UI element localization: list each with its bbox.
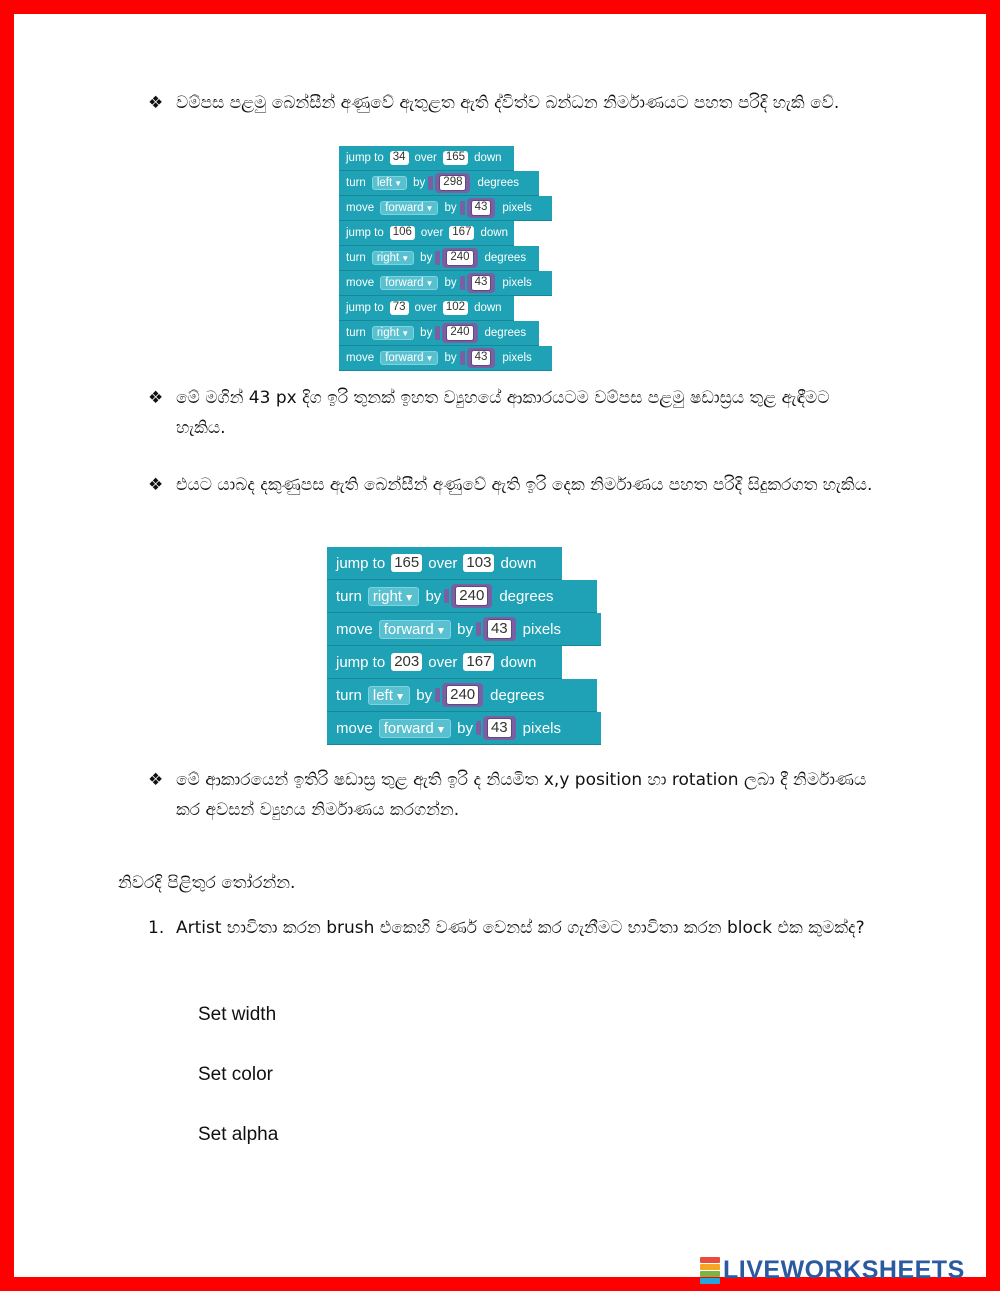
move-label: move bbox=[336, 719, 373, 737]
code-row-jump bbox=[339, 221, 514, 246]
chevron-down-icon: ▼ bbox=[394, 690, 406, 703]
x-value: 73 bbox=[390, 301, 409, 314]
direction-dropdown[interactable]: right ▼ bbox=[368, 587, 420, 606]
unit-label: degrees bbox=[490, 686, 545, 704]
bullet-diamond-icon: ❖ bbox=[148, 770, 164, 790]
direction-dropdown[interactable]: right ▼ bbox=[372, 251, 414, 265]
by-label: by bbox=[457, 719, 473, 737]
code-row-turn bbox=[327, 580, 597, 613]
socket-notch-icon bbox=[435, 688, 440, 702]
bullet-2-text: මේ මගින් 43 px දිග ඉරි තුනක් ඉහත ව්‍යුහයේ ආකාරයටම වම්පස පළමු ෂඩාස්‍රය තුළ ඇඳීමට හැකිය. bbox=[176, 388, 830, 438]
unit-label: degrees bbox=[484, 252, 527, 264]
bullet-4 bbox=[148, 765, 878, 825]
socket-notch-icon bbox=[476, 622, 481, 636]
socket-notch-icon bbox=[435, 326, 440, 340]
unit-label: degrees bbox=[499, 587, 554, 605]
amount-value: 43 bbox=[471, 350, 492, 365]
bullet-2 bbox=[148, 383, 878, 443]
value-slot bbox=[435, 173, 470, 192]
bullet-1-text: වම්පස පළමු බෙන්සීන් අණුවේ ඇතුළත ඇති ද්විත්ව බන්ධන නිර්මාණයට පහත පරිදි හැකි වේ. bbox=[176, 93, 840, 113]
bullet-1 bbox=[148, 88, 878, 118]
amount-value: 240 bbox=[446, 250, 473, 265]
direction-dropdown[interactable]: left ▼ bbox=[372, 176, 407, 190]
turn-label: turn bbox=[346, 327, 366, 339]
chevron-down-icon: ▼ bbox=[425, 279, 434, 288]
socket-notch-icon bbox=[460, 351, 465, 365]
value-slot bbox=[451, 584, 492, 607]
bullet-diamond-icon: ❖ bbox=[148, 388, 164, 408]
liveworksheets-logo bbox=[700, 1255, 965, 1285]
chevron-down-icon: ▼ bbox=[404, 591, 415, 604]
code-row-jump bbox=[339, 146, 514, 171]
code-row-jump bbox=[327, 646, 562, 679]
chevron-down-icon: ▼ bbox=[394, 179, 403, 188]
bullet-3-text: එයට යාබද දකුණුපස ඇති බෙන්සීන් අණුවේ ඇති ඉරි දෙක නිර්මාණය පහත පරිදි සිදුකරගත හැකිය. bbox=[176, 475, 873, 495]
over-label: over bbox=[414, 302, 437, 314]
over-label: over bbox=[420, 227, 444, 239]
value-slot bbox=[467, 348, 496, 367]
socket-notch-icon bbox=[428, 176, 433, 190]
code-block-1 bbox=[339, 146, 552, 371]
chevron-down-icon: ▼ bbox=[401, 254, 410, 263]
amount-value: 43 bbox=[471, 200, 492, 215]
over-label: over bbox=[428, 554, 458, 572]
code-row-turn bbox=[339, 246, 539, 271]
code-block-2 bbox=[327, 547, 601, 745]
socket-notch-icon bbox=[476, 721, 481, 735]
option-set-color[interactable]: Set color bbox=[198, 1064, 273, 1085]
by-label: by bbox=[444, 202, 457, 214]
x-value: 165 bbox=[391, 554, 422, 571]
turn-label: turn bbox=[346, 252, 366, 264]
logo-stripe bbox=[700, 1257, 720, 1263]
amount-value: 240 bbox=[446, 325, 473, 340]
code-row-turn bbox=[339, 321, 539, 346]
code-row-jump bbox=[339, 296, 514, 321]
turn-label: turn bbox=[336, 587, 362, 605]
direction-dropdown[interactable]: forward ▼ bbox=[379, 620, 451, 639]
by-label: by bbox=[416, 686, 433, 704]
amount-value: 240 bbox=[455, 586, 488, 605]
code-row-move bbox=[327, 712, 601, 745]
x-value: 203 bbox=[391, 653, 422, 670]
down-label: down bbox=[500, 653, 537, 671]
amount-value: 43 bbox=[487, 619, 512, 638]
over-label: over bbox=[414, 152, 437, 164]
unit-label: pixels bbox=[522, 719, 562, 737]
unit-label: degrees bbox=[477, 177, 520, 189]
code-row-turn bbox=[339, 171, 539, 196]
move-label: move bbox=[336, 620, 373, 638]
by-label: by bbox=[444, 352, 457, 364]
bullet-3 bbox=[148, 470, 878, 500]
down-label: down bbox=[480, 227, 508, 239]
unit-label: pixels bbox=[502, 277, 532, 289]
jump-to-label: jump to bbox=[346, 227, 384, 239]
unit-label: pixels bbox=[502, 352, 532, 364]
y-value: 103 bbox=[463, 554, 494, 571]
down-label: down bbox=[474, 152, 502, 164]
move-label: move bbox=[346, 277, 375, 289]
question-1 bbox=[148, 913, 888, 943]
over-label: over bbox=[428, 653, 458, 671]
turn-label: turn bbox=[346, 177, 366, 189]
x-value: 34 bbox=[390, 151, 409, 164]
value-slot bbox=[467, 273, 496, 292]
chevron-down-icon: ▼ bbox=[435, 624, 447, 637]
bullet-diamond-icon: ❖ bbox=[148, 93, 164, 113]
socket-notch-icon bbox=[435, 251, 440, 265]
by-label: by bbox=[457, 620, 473, 638]
y-value: 167 bbox=[463, 653, 494, 670]
socket-notch-icon bbox=[444, 589, 449, 603]
unit-label: degrees bbox=[484, 327, 527, 339]
unit-label: pixels bbox=[502, 202, 532, 214]
option-set-width[interactable]: Set width bbox=[198, 1004, 277, 1025]
turn-label: turn bbox=[336, 686, 362, 704]
by-label: by bbox=[413, 177, 426, 189]
code-row-turn bbox=[327, 679, 597, 712]
jump-to-label: jump to bbox=[336, 554, 386, 572]
move-label: move bbox=[346, 202, 375, 214]
jump-to-label: jump to bbox=[336, 653, 386, 671]
socket-notch-icon bbox=[460, 276, 465, 290]
liveworksheets-logo-icon bbox=[700, 1257, 720, 1284]
down-label: down bbox=[500, 554, 537, 572]
y-value: 167 bbox=[449, 226, 474, 239]
value-slot bbox=[442, 248, 477, 267]
amount-value: 43 bbox=[487, 718, 512, 737]
jump-to-label: jump to bbox=[346, 302, 384, 314]
value-slot bbox=[467, 198, 496, 217]
value-slot bbox=[442, 683, 483, 706]
logo-stripe bbox=[700, 1278, 720, 1284]
y-value: 102 bbox=[443, 301, 468, 314]
amount-value: 43 bbox=[471, 275, 492, 290]
chevron-down-icon: ▼ bbox=[435, 723, 447, 736]
move-label: move bbox=[346, 352, 375, 364]
direction-dropdown[interactable]: forward ▼ bbox=[380, 276, 438, 290]
code-row-jump bbox=[327, 547, 562, 580]
logo-stripe bbox=[700, 1264, 720, 1270]
code-row-move bbox=[327, 613, 601, 646]
amount-value: 240 bbox=[446, 685, 479, 704]
logo-stripe bbox=[700, 1271, 720, 1277]
value-slot bbox=[483, 716, 516, 739]
direction-dropdown[interactable]: forward ▼ bbox=[380, 201, 438, 215]
x-value: 106 bbox=[390, 226, 415, 239]
bullet-diamond-icon: ❖ bbox=[148, 475, 164, 495]
question-text: Artist භාවිතා කරන brush එකෙහි වර්ණ වෙනස් කර ගැනීමට භාවිතා කරන block එක කුමක්ද? bbox=[176, 918, 865, 938]
option-set-alpha[interactable]: Set alpha bbox=[198, 1124, 279, 1145]
amount-value: 298 bbox=[439, 175, 466, 190]
down-label: down bbox=[474, 302, 502, 314]
value-slot bbox=[483, 617, 516, 640]
chevron-down-icon: ▼ bbox=[401, 329, 410, 338]
direction-dropdown[interactable]: forward ▼ bbox=[379, 719, 451, 738]
unit-label: pixels bbox=[522, 620, 562, 638]
by-label: by bbox=[425, 587, 442, 605]
y-value: 165 bbox=[443, 151, 468, 164]
code-row-move bbox=[339, 196, 552, 221]
bullet-4-text: මේ ආකාරයෙන් ඉතිරි ෂඩාස්‍ර තුළ ඇති ඉරි ද නියමිත x,y position හා rotation ලබා දී නිර්මාණය කර අවසන් ව්‍යුහය නිර්මාණය කරගන්න. bbox=[176, 770, 867, 820]
chevron-down-icon: ▼ bbox=[425, 354, 434, 363]
direction-dropdown[interactable]: forward ▼ bbox=[380, 351, 438, 365]
by-label: by bbox=[420, 252, 433, 264]
instruction-text: නිවරදි පිළිතුර තෝරන්න. bbox=[118, 873, 296, 893]
chevron-down-icon: ▼ bbox=[425, 204, 434, 213]
value-slot bbox=[442, 323, 477, 342]
direction-dropdown[interactable]: right ▼ bbox=[372, 326, 414, 340]
question-number: 1. bbox=[148, 918, 165, 938]
code-row-move bbox=[339, 271, 552, 296]
jump-to-label: jump to bbox=[346, 152, 384, 164]
by-label: by bbox=[444, 277, 457, 289]
direction-dropdown[interactable]: left ▼ bbox=[368, 686, 410, 705]
code-row-move bbox=[339, 346, 552, 371]
liveworksheets-logo-text: LIVEWORKSHEETS bbox=[723, 1255, 965, 1284]
socket-notch-icon bbox=[460, 201, 465, 215]
by-label: by bbox=[420, 327, 433, 339]
